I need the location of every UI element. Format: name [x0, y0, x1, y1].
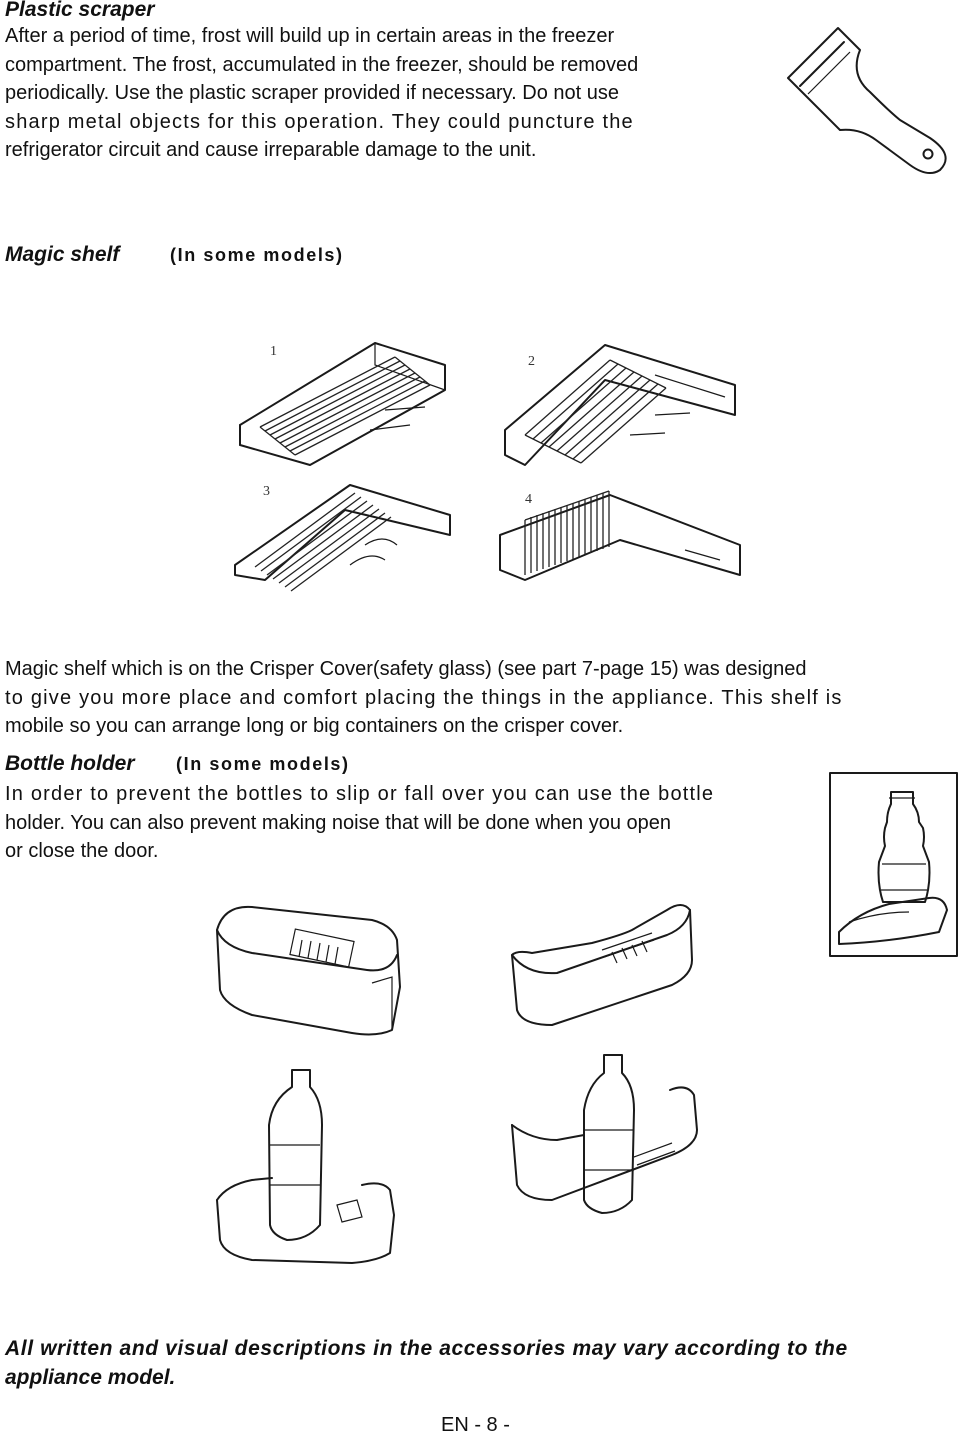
plastic-scraper-text	[5, 22, 755, 165]
bottle-holder-variants	[212, 895, 712, 1265]
plastic-scraper-heading: Plastic scraper	[5, 0, 155, 21]
magic-shelf-text	[5, 655, 957, 741]
magic-shelf-step-1	[240, 343, 445, 465]
plastic-scraper-line-4: sharp metal objects for this operation. They could puncture the	[5, 110, 634, 133]
bottle-holder-illustration	[829, 772, 959, 958]
bottle-holder-empty-angled	[512, 905, 692, 1025]
magic-shelf-step-4	[500, 491, 740, 580]
magic-shelf-line-3: mobile so you can arrange long or big containers on the crisper cover.	[5, 715, 624, 737]
bottle-holder-note: (In some models)	[176, 754, 350, 774]
magic-shelf-note: (In some models)	[170, 245, 344, 265]
magic-shelf-label-1: 1	[270, 344, 277, 359]
plastic-scraper-line-3: periodically. Use the plastic scraper provided if necessary. Do not use	[5, 82, 619, 104]
magic-shelf-label-4: 4	[525, 492, 532, 507]
bottle-holder-text	[5, 780, 801, 866]
bottle-holder-line-3: or close the door.	[5, 840, 159, 862]
magic-shelf-heading: Magic shelf	[5, 243, 120, 266]
magic-shelf-label-2: 2	[528, 354, 535, 369]
magic-shelf-step-2	[505, 345, 735, 465]
bottle-holder-with-bottle-front	[217, 1070, 394, 1263]
magic-shelf-step-3	[235, 484, 450, 591]
plastic-scraper-line-1: After a period of time, frost will build up in certain areas in the freezer	[5, 25, 615, 47]
plastic-scraper-line-2: compartment. The frost, accumulated in the freezer, should be removed	[5, 53, 639, 76]
magic-shelf-line-2: to give you more place and comfort placing the things in the appliance. This shelf is	[5, 686, 843, 709]
plastic-scraper-illustration	[780, 20, 960, 180]
bottle-holder-heading: Bottle holder	[5, 752, 135, 775]
bottle-holder-empty-front	[217, 907, 400, 1035]
magic-shelf-line-1: Magic shelf which is on the Crisper Cover(safety glass) (see part 7-page 15) was designed	[5, 658, 807, 680]
magic-shelf-label-3: 3	[263, 484, 270, 499]
bottle-holder-with-bottle-angled	[512, 1055, 697, 1213]
disclaimer	[5, 1334, 957, 1392]
bottle-holder-line-2: holder. You can also prevent making noise that will be done when you open	[5, 811, 672, 834]
page-number: EN - 8 -	[441, 1414, 510, 1436]
plastic-scraper-line-5: refrigerator circuit and cause irreparable damage to the unit.	[5, 139, 537, 161]
bottle-holder-line-1: In order to prevent the bottles to slip or fall over you can use the bottle	[5, 783, 715, 805]
magic-shelf-diagram	[225, 335, 765, 605]
disclaimer-line-2: appliance model.	[5, 1366, 176, 1389]
disclaimer-line-1: All written and visual descriptions in the accessories may vary according to the	[5, 1337, 848, 1360]
